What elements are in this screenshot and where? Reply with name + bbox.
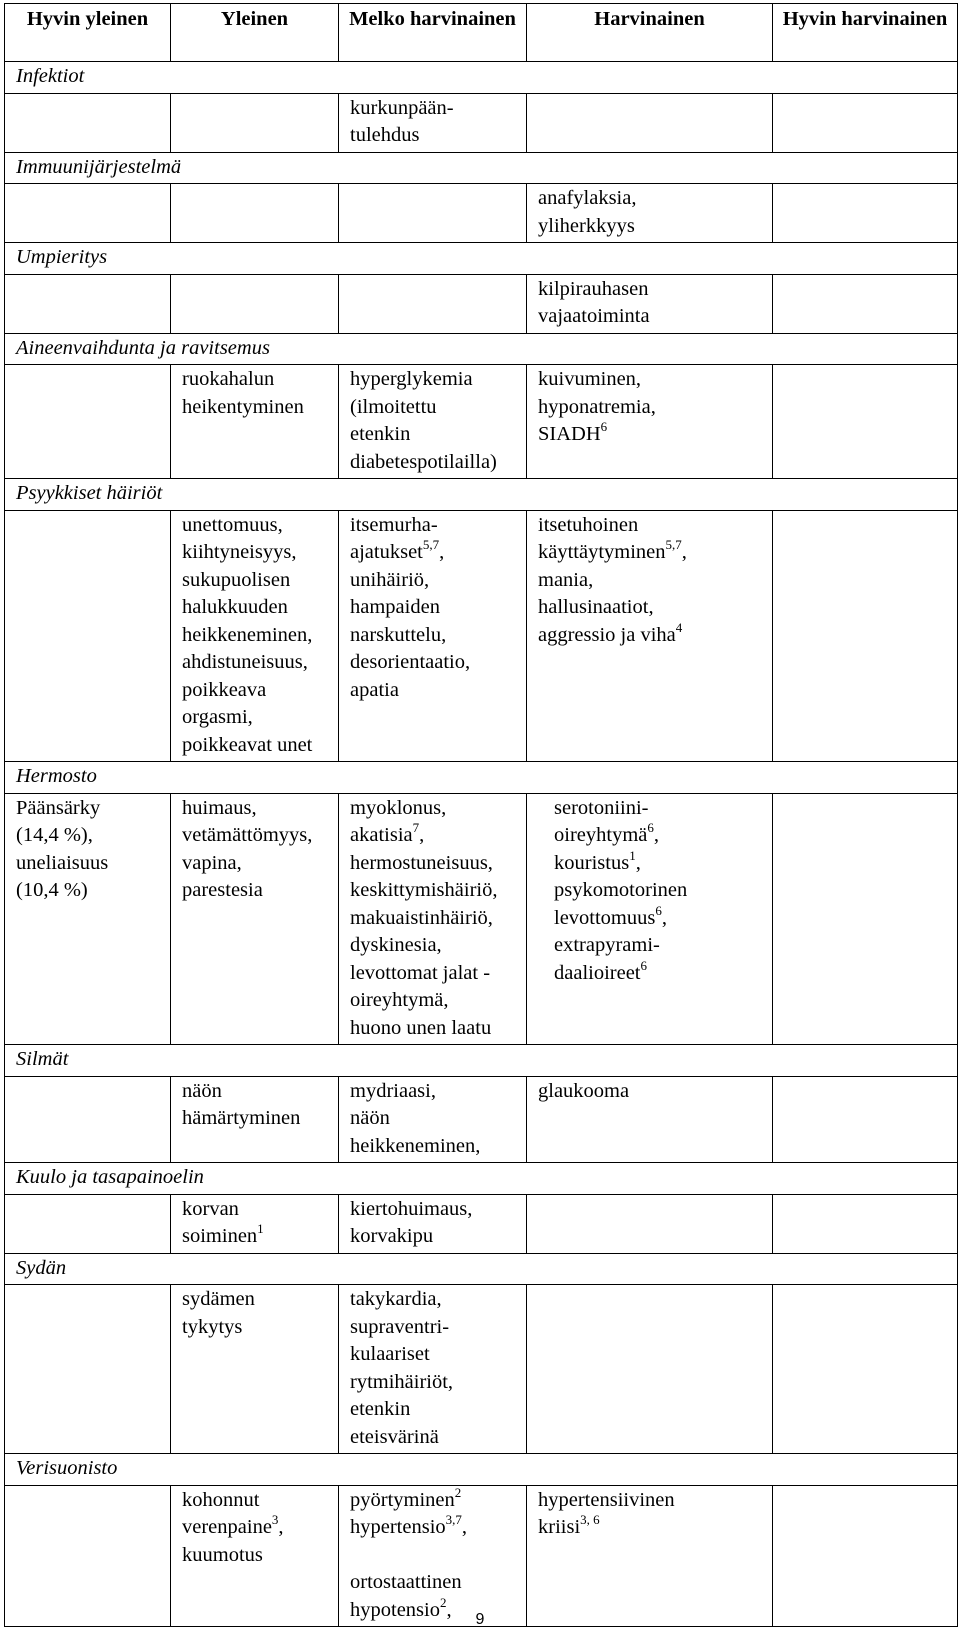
soc-row (5, 1045, 958, 1077)
table-row (5, 1285, 958, 1454)
soc-label: Umpieritys (5, 243, 958, 275)
cell: glaukooma (527, 1076, 773, 1163)
cell: huimaus, vetämättömyys, vapina, parestesia (171, 793, 339, 1045)
header-rare: Harvinainen (527, 4, 773, 62)
cell (5, 93, 171, 152)
cell: unettomuus, kiihtyneisyys, sukupuolisen halukkuuden heikkeneminen, ahdistuneisuus, poikkeava orgasmi, poikkeavat unet (171, 510, 339, 762)
cell: anafylaksia, yliherkkyys (527, 184, 773, 243)
cell (5, 1076, 171, 1163)
cell: hypertensiivinen kriisi$^{3, 6}$ (527, 1485, 773, 1627)
cell: kuivuminen, hyponatremia, SIADH$^6$ (527, 365, 773, 479)
cell (171, 274, 339, 333)
superscript: 6 (655, 902, 662, 918)
cell (773, 793, 958, 1045)
table-row (5, 365, 958, 479)
soc-label: Hermosto (5, 762, 958, 794)
header-very-rare: Hyvin harvinainen (773, 4, 958, 62)
table-row (5, 1194, 958, 1253)
cell (773, 510, 958, 762)
soc-row (5, 333, 958, 365)
soc-label: Sydän (5, 1253, 958, 1285)
cell (5, 1285, 171, 1454)
soc-label: Silmät (5, 1045, 958, 1077)
soc-row (5, 243, 958, 275)
soc-label: Psyykkiset häiriöt (5, 479, 958, 511)
cell: näön hämärtyminen (171, 1076, 339, 1163)
cell (773, 93, 958, 152)
superscript: 1 (629, 847, 636, 863)
cell (5, 510, 171, 762)
superscript: 6 (647, 820, 654, 836)
cell (773, 1076, 958, 1163)
cell (171, 93, 339, 152)
cell (5, 184, 171, 243)
cell (773, 274, 958, 333)
soc-row (5, 1253, 958, 1285)
soc-label: Aineenvaihdunta ja ravitsemus (5, 333, 958, 365)
superscript: 5,7 (665, 537, 682, 553)
header-very-common: Hyvin yleinen (5, 4, 171, 62)
cell (339, 184, 527, 243)
cell: kilpirauhasen vajaatoiminta (527, 274, 773, 333)
table-row (5, 274, 958, 333)
cell: Päänsärky (14,4 %), uneliaisuus (10,4 %) (5, 793, 171, 1045)
cell: sydämen tykytys (171, 1285, 339, 1454)
cell (171, 184, 339, 243)
soc-row (5, 762, 958, 794)
cell (5, 1485, 171, 1627)
superscript: 2 (439, 1594, 447, 1610)
cell (773, 365, 958, 479)
cell: takykardia, supraventri- kulaariset rytmihäiriöt, etenkin eteisvärinä (339, 1285, 527, 1454)
superscript: 3,7 (445, 1512, 462, 1528)
table-row (5, 184, 958, 243)
adverse-effects-table (4, 3, 958, 1627)
cell: korvan soiminen$^1$ (171, 1194, 339, 1253)
cell (5, 365, 171, 479)
superscript: 1 (257, 1221, 264, 1237)
soc-row (5, 479, 958, 511)
soc-label: Verisuonisto (5, 1454, 958, 1486)
header-row (5, 4, 958, 62)
cell: kurkunpään- tulehdus (339, 93, 527, 152)
cell (5, 274, 171, 333)
cell: myoklonus, akatisia$^7$, hermostuneisuus, keskittymishäiriö, makuaistinhäiriö, dyskinesia, levottomat jalat - oireyhtymä, huono unen laatu (339, 793, 527, 1045)
cell (773, 1485, 958, 1627)
cell: itsemurha- ajatukset$^{5,7}$, unihäiriö, hampaiden narskuttelu, desorientaatio, apatia (339, 510, 527, 762)
soc-label: Infektiot (5, 62, 958, 94)
superscript: 4 (675, 619, 683, 635)
cell (527, 1285, 773, 1454)
soc-label: Immuunijärjestelmä (5, 152, 958, 184)
table-row (5, 93, 958, 152)
soc-row (5, 62, 958, 94)
superscript: 2 (454, 1485, 462, 1500)
cell: ruokahalun heikentyminen (171, 365, 339, 479)
cell: hyperglykemia (ilmoitettu etenkin diabetespotilailla) (339, 365, 527, 479)
cell (5, 1194, 171, 1253)
cell (773, 1285, 958, 1454)
superscript: 6 (600, 419, 608, 435)
soc-row (5, 152, 958, 184)
cell (773, 184, 958, 243)
cell: itsetuhoinen käyttäytyminen$^{5,7}$, mania, hallusinaatiot, aggressio ja viha$^4$ (527, 510, 773, 762)
table-row (5, 1485, 958, 1627)
cell: mydriaasi, näön heikkeneminen, (339, 1076, 527, 1163)
header-uncommon: Melko harvinainen (339, 4, 527, 62)
table-row (5, 1076, 958, 1163)
header-common: Yleinen (171, 4, 339, 62)
superscript: 3, 6 (580, 1512, 600, 1528)
cell (773, 1194, 958, 1253)
superscript: 6 (640, 957, 648, 973)
cell: serotoniini- oireyhtymä$^6$, kouristus$^1$, psykomotorinen levottomuus$^6$, extrapyrami- daalioireet$^6$ (527, 793, 773, 1045)
soc-row (5, 1163, 958, 1195)
cell (339, 274, 527, 333)
table-row (5, 793, 958, 1045)
cell: kiertohuimaus, korvakipu (339, 1194, 527, 1253)
cell (527, 1194, 773, 1253)
table-row (5, 510, 958, 762)
cell: kohonnut verenpaine$^3$, kuumotus (171, 1485, 339, 1627)
superscript: 7 (412, 820, 420, 836)
soc-label: Kuulo ja tasapainoelin (5, 1163, 958, 1195)
cell: pyörtyminen$^2$ hypertensio$^{3,7}$, ortostaattinen hypotensio$^2$, (339, 1485, 527, 1627)
superscript: 3 (271, 1512, 279, 1528)
soc-row (5, 1454, 958, 1486)
superscript: 5,7 (422, 537, 440, 553)
cell (527, 93, 773, 152)
page-number: 9 (475, 1611, 485, 1628)
